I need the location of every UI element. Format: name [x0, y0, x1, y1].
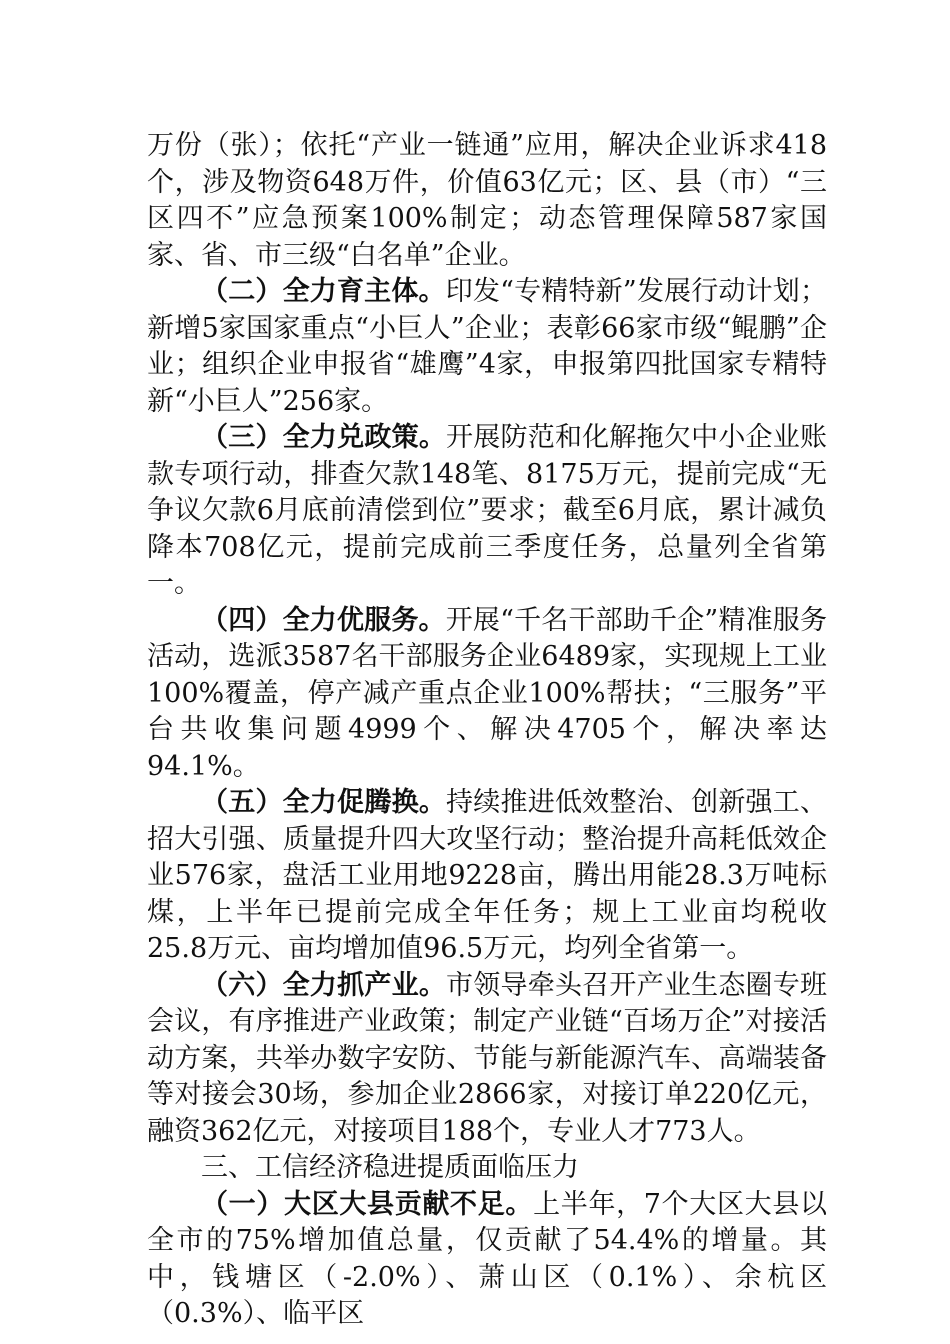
- paragraph-text: 万份（张）；依托“产业一链通”应用，解决企业诉求418个，涉及物资648万件，价值63亿元；区、县（市）“三区四不”应急预案100%制定；动态管理保障587家国家、省、市三级“白名单”企业。: [147, 130, 827, 271]
- paragraph-text: 持续推进低效整治、创新强工、招大引强、质量提升四大攻坚行动；整治提升高耗低效企业576家，盘活工业用地9228亩，腾出用能28.3万吨标煤，上半年已提前完成全年任务；规上工业亩均税收25.8万元、亩均增加值96.5万元，均列全省第一。: [147, 787, 828, 964]
- paragraph-lead: （一）大区大县贡献不足。: [201, 1188, 534, 1220]
- paragraph-lead: （五）全力促腾换。: [201, 787, 447, 818]
- paragraph-lead: （六）全力抓产业。: [201, 969, 447, 1001]
- paragraph-text: 上半年，7个大区大县以全市的75%增加值总量，仅贡献了54.4%的增量。其中，钱塘区（-2.0%）、萧山区（0.1%）、余杭区（0.3%）、临平区: [147, 1188, 828, 1329]
- paragraph-lead: （三）全力兑政策。: [201, 422, 447, 453]
- paragraph-text: 印发“专精特新”发展行动计划；新增5家国家重点“小巨人”企业；表彰66家市级“鲲鹏”企业；组织企业申报省“雄鹰”4家，申报第四批国家专精特新“小巨人”256家。: [147, 276, 827, 417]
- paragraph-text: 市领导牵头召开产业生态圈专班会议，有序推进产业政策；制定产业链“百场万企”对接活动方案，共举办数字安防、节能与新能源汽车、高端装备等对接会30场，参加企业2866家，对接订单220亿元，融资362亿元，对接项目188个，专业人才773人。: [147, 969, 828, 1147]
- paragraph-item-5: [147, 785, 827, 968]
- paragraph-continuation: [147, 128, 827, 274]
- paragraph-text: 开展“千名干部助千企”精准服务活动，选派3587名干部服务企业6489家，实现规上工业100%覆盖，停产减产重点企业100%帮扶；“三服务”平台共收集问题4999个、解决4705个，解决率达94.1%。: [147, 604, 827, 782]
- paragraph-lead: （二）全力育主体。: [201, 276, 446, 307]
- document-page: [147, 128, 827, 1333]
- paragraph-item-6: [147, 968, 827, 1151]
- paragraph-text: 开展防范和化解拖欠中小企业账款专项行动，排查欠款148笔、8175万元，提前完成“无争议欠款6月底前清偿到位”要求；截至6月底，累计减负降本708亿元，提前完成前三季度任务，总量列全省第一。: [147, 422, 828, 599]
- paragraph-item-3: [147, 420, 827, 603]
- paragraph-lead: （四）全力优服务。: [201, 604, 446, 636]
- section-heading: 三、工信经济稳进提质面临压力: [201, 1152, 579, 1183]
- paragraph-item-4: [147, 603, 827, 786]
- paragraph-item-2: [147, 274, 827, 420]
- paragraph-pressure-1: [147, 1187, 827, 1333]
